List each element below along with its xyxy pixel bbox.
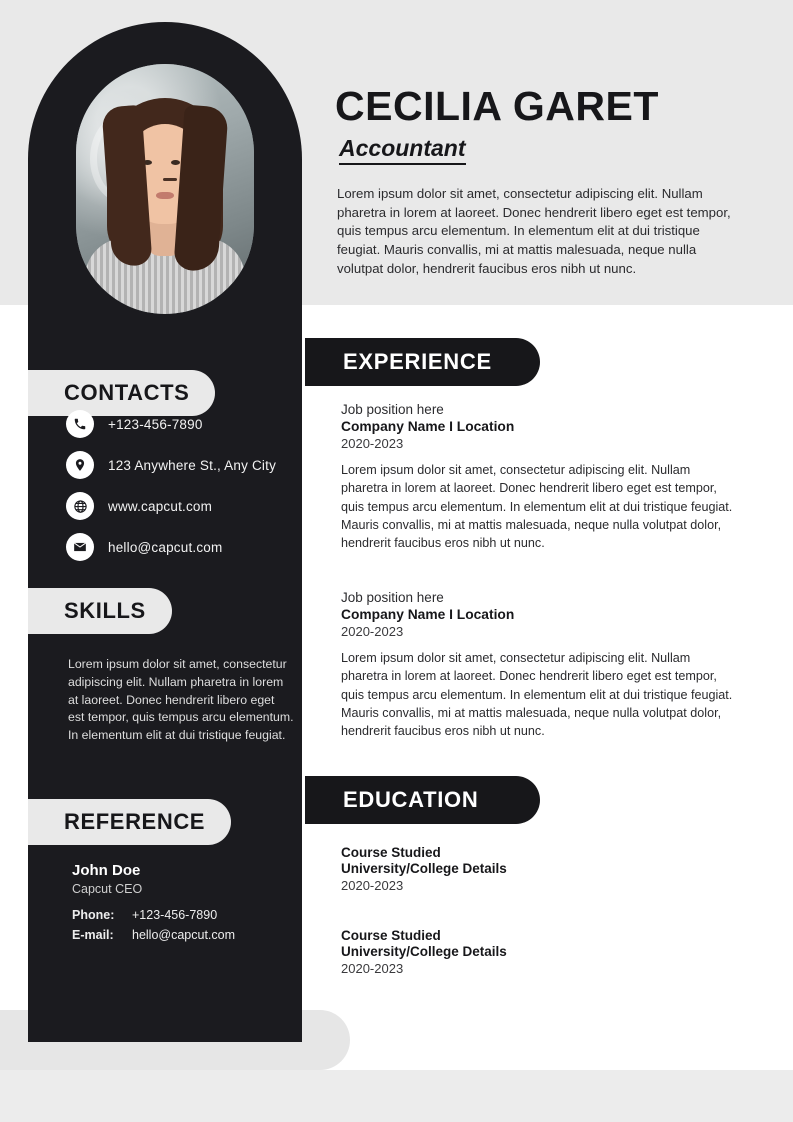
portrait-lips: [156, 192, 174, 199]
contacts-list: [66, 410, 302, 574]
education-heading: [305, 776, 540, 824]
location-pin-icon: [66, 451, 94, 479]
experience-position: Job position here: [341, 590, 444, 605]
reference-name: John Doe: [72, 862, 141, 879]
education-entry-2: [341, 928, 733, 976]
reference-heading-label: REFERENCE: [64, 809, 206, 834]
experience-company: Company Name I Location: [341, 607, 515, 622]
education-entry-1: [341, 845, 733, 893]
skills-body-text: Lorem ipsum dolor sit amet, consectetur adipiscing elit. Nullam pharetra in lorem at laoreet. Donec hendrerit libero eget est tempor, quis tempus arcu elementum. In elementum elit at dui tristique feugiat.: [68, 657, 294, 743]
reference-email-row: [72, 928, 302, 942]
reference-email-value: hello@capcut.com: [132, 928, 236, 942]
education-date: 2020-2023: [341, 961, 404, 976]
contact-item-phone[interactable]: [66, 410, 302, 438]
skills-heading: [28, 588, 172, 634]
skills-heading-label: SKILLS: [64, 598, 146, 623]
experience-description: Lorem ipsum dolor sit amet, consectetur adipiscing elit. Nullam pharetra in lorem at laoreet. Donec hendrerit libero eget est tempor, quis tempus arcu elementum. In elementum elit at dui tristique feugiat. Mauris convallis, mi at mattis malesuada, neque nulla volutpat dolor, hendrerit faucibus eros nibh ut nunc.: [341, 463, 733, 550]
envelope-icon: [66, 533, 94, 561]
contact-item-email[interactable]: [66, 533, 302, 561]
experience-date: 2020-2023: [341, 624, 404, 639]
experience-date: 2020-2023: [341, 436, 404, 451]
education-school: University/College Details: [341, 944, 507, 959]
experience-position: Job position here: [341, 402, 444, 417]
portrait-eye-right: [171, 160, 180, 165]
experience-entry-1: [341, 402, 733, 552]
profile-summary: Lorem ipsum dolor sit amet, consectetur adipiscing elit. Nullam pharetra in lorem at laoreet. Donec hendrerit libero eget est tempor, quis tempus arcu elementum. In elementum elit at dui tristique feugiat. Mauris convallis, mi at mattis malesuada, neque nulla volutpat dolor, hendrerit faucibus eros nibh ut nunc.: [337, 186, 731, 276]
contact-website-text: www.capcut.com: [108, 498, 213, 514]
education-school: University/College Details: [341, 861, 507, 876]
experience-entry-2: [341, 590, 733, 740]
reference-block: [72, 862, 302, 948]
reference-phone-row: [72, 908, 302, 922]
experience-heading-label: EXPERIENCE: [343, 349, 492, 374]
reference-phone-label: Phone:: [72, 908, 115, 922]
contacts-heading-label: CONTACTS: [64, 380, 190, 405]
portrait-brow-left: [163, 178, 177, 181]
contact-item-address[interactable]: [66, 451, 302, 479]
reference-email-label: E-mail:: [72, 928, 114, 942]
education-course: Course Studied: [341, 928, 441, 943]
reference-role: Capcut CEO: [72, 882, 143, 896]
sidebar-panel: [28, 22, 302, 1042]
phone-icon: [66, 410, 94, 438]
experience-heading: [305, 338, 540, 386]
profile-photo: [76, 64, 254, 314]
contact-address-text: 123 Anywhere St., Any City: [108, 457, 277, 473]
globe-icon: [66, 492, 94, 520]
reference-heading: [28, 799, 231, 845]
job-role-subtitle: Accountant: [339, 136, 466, 165]
experience-company: Company Name I Location: [341, 419, 515, 434]
education-course: Course Studied: [341, 845, 441, 860]
education-heading-label: EDUCATION: [343, 787, 479, 812]
experience-description: Lorem ipsum dolor sit amet, consectetur adipiscing elit. Nullam pharetra in lorem at laoreet. Donec hendrerit libero eget est tempor, quis tempus arcu elementum. In elementum elit at dui tristique feugiat. Mauris convallis, mi at mattis malesuada, neque nulla volutpat dolor, hendrerit faucibus eros nibh ut nunc.: [341, 651, 733, 738]
education-date: 2020-2023: [341, 878, 404, 893]
reference-phone-value: +123-456-7890: [132, 908, 218, 922]
contact-item-website[interactable]: [66, 492, 302, 520]
photo-portrait: [105, 98, 225, 314]
page-bottom-strip: [0, 1070, 793, 1122]
contact-phone-text: +123-456-7890: [108, 416, 203, 432]
page-title: CECILIA GARET: [335, 83, 659, 129]
contact-email-text: hello@capcut.com: [108, 539, 223, 555]
